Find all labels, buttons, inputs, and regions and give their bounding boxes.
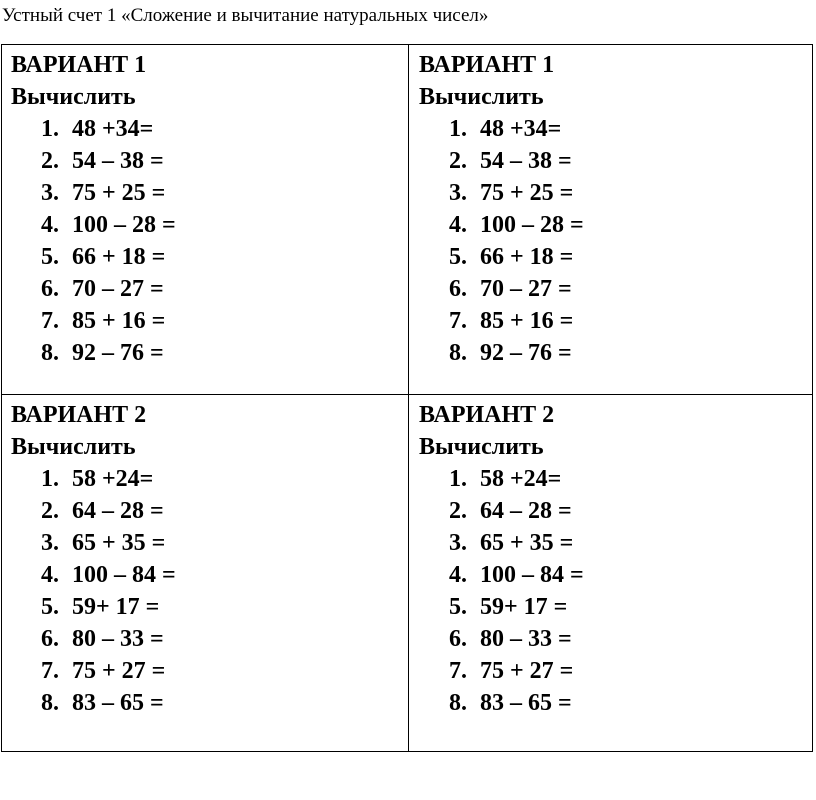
problem-item [419, 337, 809, 369]
problem-list [11, 113, 401, 369]
problem-item [419, 591, 809, 623]
problem-item [11, 687, 401, 719]
variant-heading: ВАРИАНТ 1 [419, 52, 555, 78]
problem-expression: 100 – 84 = [72, 562, 176, 588]
problem-expression: 54 – 38 = [72, 148, 164, 174]
problem-number: 7. [449, 308, 467, 334]
problem-expression: 66 + 18 = [72, 244, 166, 270]
problem-number: 1. [41, 466, 59, 492]
problem-number: 2. [41, 498, 59, 524]
problem-item [419, 209, 809, 241]
problem-item [419, 145, 809, 177]
problem-item [11, 273, 401, 305]
problem-expression: 75 + 25 = [480, 180, 574, 206]
problem-expression: 85 + 16 = [72, 308, 166, 334]
problem-item [419, 463, 809, 495]
problem-expression: 80 – 33 = [480, 626, 572, 652]
problem-item [11, 623, 401, 655]
instruction-text: Вычислить [11, 434, 136, 460]
problem-expression: 58 +24= [72, 466, 154, 492]
problem-number: 5. [41, 244, 59, 270]
problem-number: 8. [449, 340, 467, 366]
problem-item [419, 655, 809, 687]
problem-expression: 75 + 27 = [72, 658, 166, 684]
problem-item [11, 463, 401, 495]
problem-number: 5. [41, 594, 59, 620]
problem-expression: 85 + 16 = [480, 308, 574, 334]
problem-item [11, 177, 401, 209]
problem-expression: 66 + 18 = [480, 244, 574, 270]
problem-item [11, 305, 401, 337]
problem-expression: 64 – 28 = [72, 498, 164, 524]
problem-number: 3. [449, 180, 467, 206]
problem-expression: 92 – 76 = [480, 340, 572, 366]
problem-number: 8. [449, 690, 467, 716]
problem-number: 2. [449, 148, 467, 174]
problem-item [419, 273, 809, 305]
problem-list [11, 463, 401, 719]
variant-cell [419, 45, 809, 369]
problem-expression: 83 – 65 = [480, 690, 572, 716]
variant-heading: ВАРИАНТ 2 [419, 402, 555, 428]
problem-item [11, 113, 401, 145]
problem-expression: 92 – 76 = [72, 340, 164, 366]
problem-expression: 65 + 35 = [480, 530, 574, 556]
problem-expression: 70 – 27 = [72, 276, 164, 302]
problem-item [11, 591, 401, 623]
problem-number: 3. [41, 180, 59, 206]
problem-number: 4. [41, 562, 59, 588]
instruction-text: Вычислить [11, 84, 136, 110]
problem-item [11, 559, 401, 591]
problem-item [419, 623, 809, 655]
problem-number: 3. [41, 530, 59, 556]
problem-expression: 75 + 27 = [480, 658, 574, 684]
problem-list [419, 113, 809, 369]
problem-expression: 48 +34= [480, 116, 562, 142]
problem-number: 3. [449, 530, 467, 556]
problem-item [11, 145, 401, 177]
problem-expression: 59+ 17 = [72, 594, 160, 620]
problem-number: 6. [41, 626, 59, 652]
problem-expression: 58 +24= [480, 466, 562, 492]
variant-heading: ВАРИАНТ 1 [11, 52, 147, 78]
problem-number: 2. [449, 498, 467, 524]
table-vertical-divider [408, 45, 409, 751]
problem-item [11, 209, 401, 241]
problem-number: 6. [449, 626, 467, 652]
problem-number: 6. [41, 276, 59, 302]
problem-number: 1. [41, 116, 59, 142]
problem-item [11, 241, 401, 273]
problem-number: 1. [449, 116, 467, 142]
problem-number: 8. [41, 690, 59, 716]
problem-item [419, 559, 809, 591]
problem-number: 4. [449, 562, 467, 588]
variants-table [1, 44, 813, 752]
problem-item [11, 655, 401, 687]
problem-expression: 59+ 17 = [480, 594, 568, 620]
problem-item [11, 527, 401, 559]
instruction-text: Вычислить [419, 434, 544, 460]
variant-cell [419, 395, 809, 719]
variant-cell [11, 395, 401, 719]
variant-heading: ВАРИАНТ 2 [11, 402, 147, 428]
problem-number: 4. [41, 212, 59, 238]
problem-number: 1. [449, 466, 467, 492]
problem-expression: 65 + 35 = [72, 530, 166, 556]
problem-expression: 83 – 65 = [72, 690, 164, 716]
problem-number: 2. [41, 148, 59, 174]
page-title: Устный счет 1 «Сложение и вычитание натуральных чисел» [2, 5, 489, 26]
problem-expression: 100 – 28 = [72, 212, 176, 238]
problem-item [419, 241, 809, 273]
problem-item [419, 687, 809, 719]
problem-number: 7. [449, 658, 467, 684]
problem-list [419, 463, 809, 719]
problem-number: 6. [449, 276, 467, 302]
problem-item [419, 113, 809, 145]
variant-cell [11, 45, 401, 369]
problem-item [419, 177, 809, 209]
problem-item [419, 305, 809, 337]
problem-number: 7. [41, 658, 59, 684]
problem-expression: 100 – 28 = [480, 212, 584, 238]
problem-expression: 48 +34= [72, 116, 154, 142]
problem-number: 5. [449, 244, 467, 270]
problem-item [11, 495, 401, 527]
problem-expression: 75 + 25 = [72, 180, 166, 206]
problem-expression: 80 – 33 = [72, 626, 164, 652]
problem-item [11, 337, 401, 369]
problem-number: 8. [41, 340, 59, 366]
problem-expression: 100 – 84 = [480, 562, 584, 588]
problem-expression: 64 – 28 = [480, 498, 572, 524]
problem-item [419, 495, 809, 527]
problem-item [419, 527, 809, 559]
problem-expression: 70 – 27 = [480, 276, 572, 302]
problem-number: 4. [449, 212, 467, 238]
problem-expression: 54 – 38 = [480, 148, 572, 174]
instruction-text: Вычислить [419, 84, 544, 110]
problem-number: 5. [449, 594, 467, 620]
problem-number: 7. [41, 308, 59, 334]
